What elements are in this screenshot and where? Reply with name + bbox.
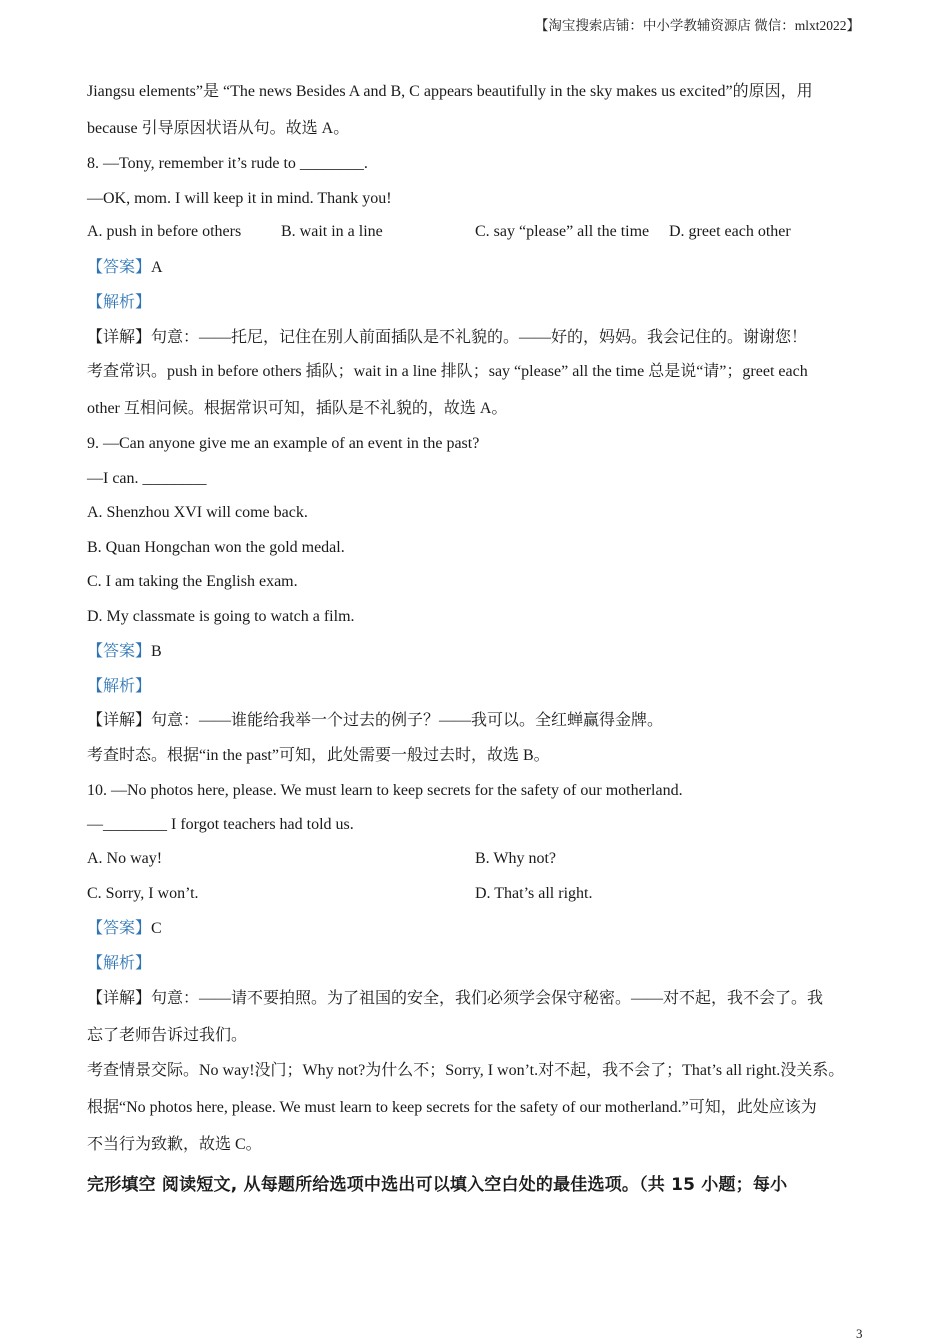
- q8-explain-line-1: 考查常识。push in before others 插队；wait in a line 排队；say “please” all the time 总是说“请”；greet each: [87, 363, 808, 380]
- answer-tag: 【答案】: [87, 259, 152, 276]
- q8-explain-line-2: other 互相问候。根据常识可知，插队是不礼貌的，故选 A。: [87, 400, 508, 417]
- answer-tag: 【答案】: [87, 920, 152, 937]
- q8-reply: —OK, mom. I will keep it in mind. Thank you!: [87, 190, 392, 207]
- q7-explanation-line-1: Jiangsu elements”是 “The news Besides A and B, C appears beautifully in the sky makes us excited”的原因，用: [87, 83, 813, 100]
- q10-reply: —________ I forgot teachers had told us.: [87, 816, 354, 833]
- q8-option-c: C. say “please” all the time: [475, 223, 650, 240]
- q10-explain-line-2: 根据“No photos here, please. We must learn to keep secrets for the safety of our motherland.”可知，此处应该为: [87, 1099, 817, 1116]
- q10-explain-line-3: 不当行为致歉，故选 C。: [87, 1136, 262, 1153]
- answer-value: B: [151, 643, 162, 660]
- q9-option-b: B. Quan Hongchan won the gold medal.: [87, 539, 345, 556]
- page-header: 【淘宝搜索店铺：中小学教辅资源店 微信：mlxt2022】: [534, 18, 860, 33]
- q10-answer: [87, 919, 162, 939]
- q8-detail: 【详解】句意：——托尼，记住在别人前面插队是不礼貌的。——好的，妈妈。我会记住的。谢谢您！: [87, 329, 808, 346]
- q8-option-d: D. greet each other: [669, 223, 791, 240]
- q10-option-a: A. No way!: [87, 850, 163, 867]
- section-heading-cloze: 完形填空 阅读短文, 从每题所给选项中选出可以填入空白处的最佳选项。（共 15 小题；每小: [87, 1175, 788, 1195]
- q8-option-b: B. wait in a line: [281, 223, 383, 240]
- answer-value: C: [151, 920, 162, 937]
- q9-reply: —I can. ________: [87, 470, 207, 487]
- q7-explanation-line-2: because 引导原因状语从句。故选 A。: [87, 120, 350, 137]
- q10-explain-line-1: 考查情景交际。No way!没门；Why not?为什么不；Sorry, I won’t.对不起，我不会了；That’s all right.没关系。: [87, 1062, 845, 1079]
- answer-tag: 【答案】: [87, 643, 152, 660]
- q10-detail-line-2: 忘了老师告诉过我们。: [87, 1027, 248, 1044]
- q9-answer: [87, 642, 162, 662]
- q9-option-a: A. Shenzhou XVI will come back.: [87, 504, 308, 521]
- q10-analysis-tag: 【解析】: [87, 955, 152, 972]
- answer-value: A: [151, 259, 163, 276]
- q10-option-d: D. That’s all right.: [475, 885, 593, 902]
- q10-option-c: C. Sorry, I won’t.: [87, 885, 199, 902]
- q10-stem: 10. —No photos here, please. We must learn to keep secrets for the safety of our motherland.: [87, 782, 683, 799]
- q8-answer: [87, 258, 163, 278]
- q9-explain-line-1: 考查时态。根据“in the past”可知，此处需要一般过去时，故选 B。: [87, 747, 550, 764]
- q10-detail-line-1: 【详解】句意：——请不要拍照。为了祖国的安全，我们必须学会保守秘密。——对不起，我不会了。我: [87, 990, 824, 1007]
- page-number: 3: [856, 1326, 863, 1341]
- q10-option-b: B. Why not?: [475, 850, 557, 867]
- q9-option-c: C. I am taking the English exam.: [87, 573, 298, 590]
- q8-stem: 8. —Tony, remember it’s rude to ________.: [87, 155, 368, 172]
- q9-detail: 【详解】句意：——谁能给我举一个过去的例子？——我可以。全红蝉赢得金牌。: [87, 712, 664, 729]
- q9-stem: 9. —Can anyone give me an example of an event in the past?: [87, 435, 480, 452]
- q8-option-a: A. push in before others: [87, 223, 242, 240]
- q9-option-d: D. My classmate is going to watch a film.: [87, 608, 355, 625]
- q8-analysis-tag: 【解析】: [87, 294, 152, 311]
- q9-analysis-tag: 【解析】: [87, 678, 152, 695]
